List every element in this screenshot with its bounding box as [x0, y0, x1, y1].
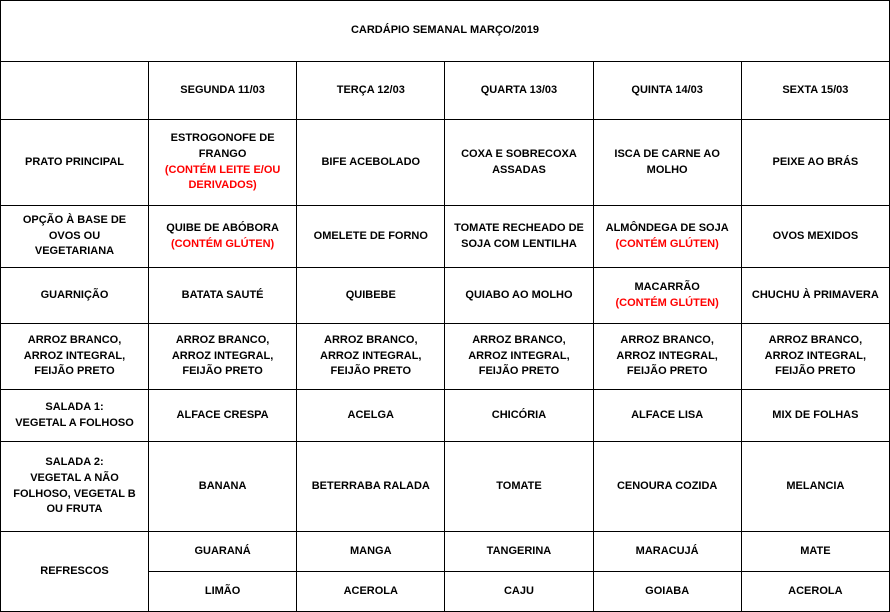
- cell-line: COXA E SOBRECOXA ASSADAS: [461, 147, 577, 176]
- cell-line: ALFACE CRESPA: [176, 408, 269, 421]
- cell-line: OVOS MEXIDOS: [772, 229, 859, 242]
- cell-line: CENOURA COZIDA: [616, 479, 718, 492]
- menu-cell: [445, 206, 593, 268]
- menu-cell: [593, 268, 741, 324]
- header-row: [1, 62, 890, 120]
- cell-line: MACARRÃO: [634, 280, 700, 293]
- cell-line: ARROZ BRANCO,: [620, 333, 714, 346]
- table-row: [1, 268, 890, 324]
- cell-line: MANGA: [350, 544, 392, 557]
- menu-cell: [149, 390, 297, 442]
- column-header: SEXTA 15/03: [741, 62, 889, 120]
- cell-line: ESTROGONOFE DE FRANGO: [170, 131, 275, 160]
- menu-cell: [741, 268, 889, 324]
- menu-cell: [593, 206, 741, 268]
- menu-cell: [445, 324, 593, 390]
- menu-cell: [593, 442, 741, 532]
- cell-line: BATATA SAUTÉ: [181, 288, 264, 301]
- cell-line: BETERRABA RALADA: [311, 479, 430, 492]
- cell-line: GUARANÁ: [194, 544, 251, 557]
- table-row: [1, 324, 890, 390]
- row-label-line: FOLHOSO, VEGETAL B: [13, 487, 136, 500]
- cell-line: FEIJÃO PRETO: [478, 365, 560, 378]
- cell-line: ACELGA: [347, 408, 394, 421]
- cell-line: BIFE ACEBOLADO: [321, 155, 421, 168]
- cell-line: ARROZ INTEGRAL,: [616, 349, 718, 362]
- allergen-alert-text: (CONTÉM GLÚTEN): [615, 296, 719, 309]
- table-row: [1, 390, 890, 442]
- cell-line: FEIJÃO PRETO: [182, 365, 263, 378]
- cell-line: ACEROLA: [788, 584, 843, 597]
- cell-line: BANANA: [198, 479, 247, 492]
- cell-line: QUIBEBE: [345, 288, 396, 301]
- menu-cell: [445, 268, 593, 324]
- cell-line: MATE: [800, 544, 831, 557]
- row-label-line: GUARNIÇÃO: [40, 288, 109, 301]
- cell-line: ALFACE LISA: [631, 408, 704, 421]
- menu-cell: [297, 532, 445, 572]
- row-label: [1, 120, 149, 206]
- cell-line: ARROZ BRANCO,: [768, 333, 863, 346]
- row-label: [1, 442, 149, 532]
- cell-line: ARROZ INTEGRAL,: [171, 349, 274, 362]
- menu-cell: [593, 120, 741, 206]
- cell-line: CHICÓRIA: [491, 408, 547, 421]
- table-row: [1, 442, 890, 532]
- table-row: [1, 206, 890, 268]
- cell-line: ACEROLA: [343, 584, 398, 597]
- menu-cell: [741, 324, 889, 390]
- menu-cell: [445, 572, 593, 612]
- row-label: [1, 206, 149, 268]
- allergen-alert-text: (CONTÉM GLÚTEN): [615, 237, 719, 250]
- menu-cell: [593, 324, 741, 390]
- cell-line: MARACUJÁ: [635, 544, 699, 557]
- column-header: SEGUNDA 11/03: [149, 62, 297, 120]
- menu-cell: [297, 390, 445, 442]
- row-label-line: FEIJÃO PRETO: [34, 365, 115, 378]
- menu-cell: [445, 390, 593, 442]
- menu-cell: [149, 268, 297, 324]
- menu-cell: [149, 442, 297, 532]
- cell-line: ARROZ INTEGRAL,: [764, 349, 867, 362]
- cell-line: FEIJÃO PRETO: [330, 365, 412, 378]
- cell-line: OMELETE DE FORNO: [313, 229, 428, 242]
- menu-cell: [445, 442, 593, 532]
- table-row: [1, 120, 890, 206]
- row-label-line: OU FRUTA: [46, 503, 103, 516]
- title-row: [1, 1, 890, 62]
- allergen-alert-text: (CONTÉM GLÚTEN): [170, 237, 275, 250]
- menu-cell: [741, 442, 889, 532]
- menu-cell: [297, 572, 445, 612]
- row-label-line: ARROZ INTEGRAL,: [23, 349, 126, 362]
- cell-line: ARROZ BRANCO,: [175, 333, 270, 346]
- row-label: [1, 532, 149, 612]
- row-label-line: SALADA 2:: [45, 455, 104, 468]
- cell-line: MELANCIA: [786, 479, 845, 492]
- cell-line: TOMATE RECHEADO DE SOJA COM LENTILHA: [454, 221, 584, 250]
- page-title: CARDÁPIO SEMANAL MARÇO/2019: [1, 1, 890, 62]
- cell-line: CAJU: [503, 584, 534, 597]
- cell-line: CHUCHU À PRIMAVERA: [751, 288, 879, 301]
- cell-line: MIX DE FOLHAS: [772, 408, 859, 421]
- menu-cell: [445, 532, 593, 572]
- menu-cell: [297, 268, 445, 324]
- menu-cell: [741, 572, 889, 612]
- menu-cell: [149, 572, 297, 612]
- cell-line: PEIXE AO BRÁS: [772, 155, 859, 168]
- row-label-line: PRATO PRINCIPAL: [24, 155, 124, 168]
- row-label-line: VEGETAL A NÃO: [30, 471, 119, 484]
- row-label-line: REFRESCOS: [40, 564, 109, 577]
- menu-cell: [297, 442, 445, 532]
- menu-cell: [593, 390, 741, 442]
- column-header: QUINTA 14/03: [593, 62, 741, 120]
- menu-cell: [593, 532, 741, 572]
- menu-cell: [741, 532, 889, 572]
- cell-line: ISCA DE CARNE AO MOLHO: [614, 147, 720, 176]
- cell-line: FEIJÃO PRETO: [626, 365, 708, 378]
- menu-cell: [149, 532, 297, 572]
- cell-line: GOIABA: [645, 584, 690, 597]
- row-label-line: SALADA 1:: [45, 400, 104, 413]
- menu-cell: [593, 572, 741, 612]
- row-label: [1, 390, 149, 442]
- row-label-line: VEGETARIANA: [34, 245, 115, 258]
- row-label-line: VEGETAL A FOLHOSO: [15, 416, 134, 429]
- cell-line: TOMATE: [496, 479, 542, 492]
- cell-line: QUIBE DE ABÓBORA: [166, 221, 279, 234]
- cell-line: ARROZ INTEGRAL,: [468, 349, 570, 362]
- row-label: [1, 324, 149, 390]
- menu-cell: [445, 120, 593, 206]
- corner-cell: [1, 62, 149, 120]
- menu-cell: [297, 120, 445, 206]
- menu-cell: [149, 324, 297, 390]
- cell-line: LIMÃO: [204, 584, 241, 597]
- menu-cell: [297, 324, 445, 390]
- cell-line: FEIJÃO PRETO: [775, 365, 856, 378]
- row-label-line: ARROZ BRANCO,: [27, 333, 122, 346]
- column-header: QUARTA 13/03: [445, 62, 593, 120]
- cell-line: ALMÔNDEGA DE SOJA: [605, 221, 729, 234]
- menu-cell: [741, 390, 889, 442]
- column-header: TERÇA 12/03: [297, 62, 445, 120]
- cell-line: QUIABO AO MOLHO: [465, 288, 573, 301]
- row-label: [1, 268, 149, 324]
- row-label-line: OPÇÃO À BASE DE: [22, 213, 127, 226]
- menu-cell: [149, 206, 297, 268]
- menu-cell: [149, 120, 297, 206]
- allergen-alert-text: (CONTÉM LEITE E/OU DERIVADOS): [164, 163, 281, 192]
- table-row: [1, 532, 890, 572]
- row-label-line: OVOS OU: [48, 229, 101, 242]
- menu-cell: [741, 206, 889, 268]
- cell-line: ARROZ INTEGRAL,: [320, 349, 422, 362]
- cell-line: ARROZ BRANCO,: [472, 333, 566, 346]
- menu-cell: [297, 206, 445, 268]
- cell-line: ARROZ BRANCO,: [324, 333, 418, 346]
- menu-cell: [741, 120, 889, 206]
- cell-line: TANGERINA: [486, 544, 552, 557]
